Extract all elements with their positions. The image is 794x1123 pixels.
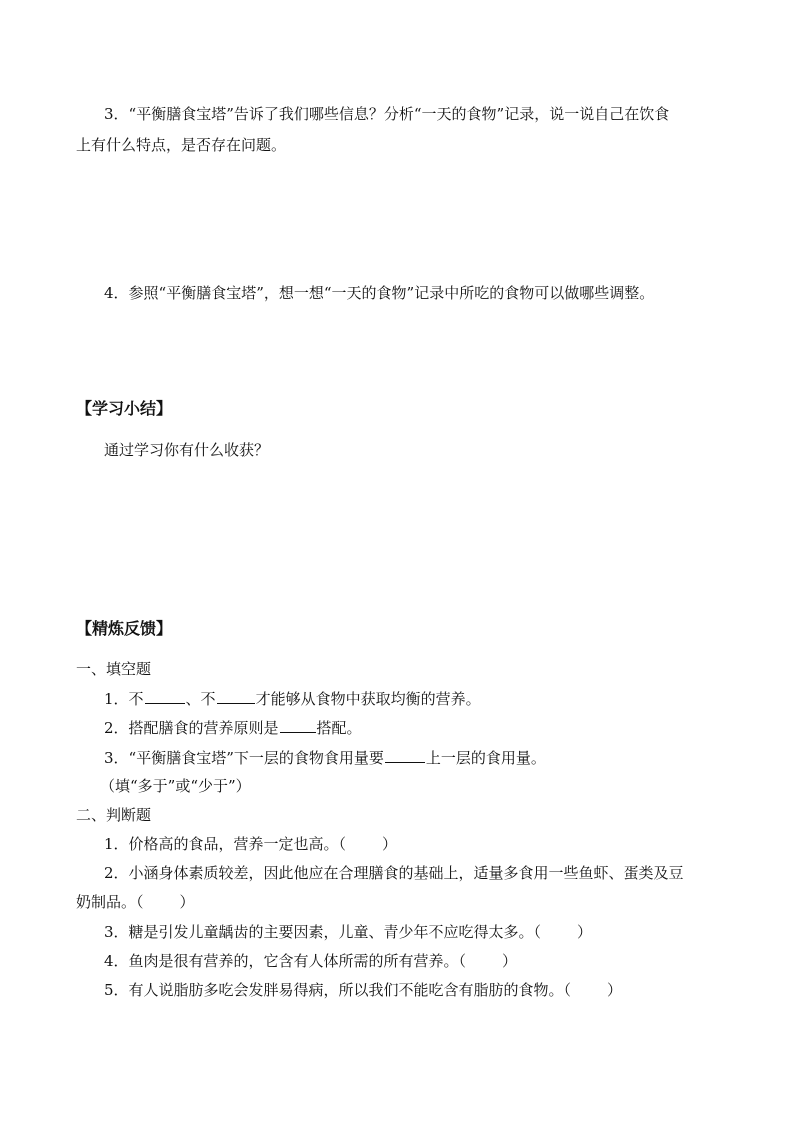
judge-section-title: 二、判断题 — [76, 806, 152, 824]
judge-q2-text: 奶制品。（ — [76, 893, 144, 911]
judge-q3-close: ） — [577, 923, 593, 941]
judge-q1-text: 1．价格高的食品，营养一定也高。（ — [104, 835, 347, 853]
judge-q4-close: ） — [502, 952, 518, 970]
judge-question-2-line-1: 2．小涵身体素质较差，因此他应在合理膳食的基础上，适量多食用一些鱼虾、蛋类及豆 — [104, 864, 684, 882]
fill-q3-blank[interactable] — [385, 747, 425, 763]
judge-q5-text: 5．有人说脂肪多吃会发胖易得病，所以我们不能吃含有脂肪的食物。（ — [104, 981, 572, 999]
fill-q1-part-c: 才能够从食物中获取均衡的营养。 — [255, 690, 481, 708]
judge-question-1 — [104, 834, 397, 854]
judge-q5-close: ） — [607, 981, 623, 999]
feedback-heading: 【精炼反馈】 — [76, 619, 173, 638]
fill-q3-part-a: 3．“平衡膳食宝塔”下一层的食物食用量要 — [104, 749, 384, 767]
fill-q1-blank-2[interactable] — [217, 688, 255, 704]
judge-q1-close: ） — [382, 835, 398, 853]
judge-question-5 — [104, 980, 622, 1000]
question-3-line-2: 上有什么特点，是否存在问题。 — [76, 136, 287, 154]
fill-q1-part-b: 、不 — [185, 690, 216, 708]
judge-question-2-line-2 — [76, 892, 195, 912]
fill-q3-part-b: 上一层的食用量。 — [425, 749, 546, 767]
fill-q2-blank[interactable] — [280, 717, 316, 733]
summary-prompt: 通过学习你有什么收获？ — [104, 441, 270, 459]
fill-question-3 — [104, 747, 546, 768]
fill-question-2 — [104, 717, 362, 738]
fill-question-3-note: （填“多于”或“少于”） — [100, 777, 251, 795]
summary-heading: 【学习小结】 — [76, 399, 173, 418]
judge-q4-text: 4．鱼肉是很有营养的，它含有人体所需的所有营养。（ — [104, 952, 467, 970]
question-3-line-1: 3．“平衡膳食宝塔”告诉了我们哪些信息？分析“一天的食物”记录，说一说自己在饮食 — [104, 105, 670, 123]
judge-question-3 — [104, 922, 592, 942]
judge-question-4 — [104, 951, 517, 971]
judge-q2-close: ） — [179, 893, 195, 911]
fill-q2-part-a: 2．搭配膳食的营养原则是 — [104, 719, 279, 737]
question-4: 4．参照“平衡膳食宝塔”，想一想“一天的食物”记录中所吃的食物可以做哪些调整。 — [104, 284, 655, 302]
fill-section-title: 一、填空题 — [76, 660, 152, 678]
fill-q2-part-b: 搭配。 — [316, 719, 362, 737]
fill-question-1 — [104, 688, 481, 709]
fill-q1-blank-1[interactable] — [145, 688, 185, 704]
judge-q3-text: 3．糖是引发儿童龋齿的主要因素，儿童、青少年不应吃得太多。（ — [104, 923, 542, 941]
fill-q1-part-a: 1．不 — [104, 690, 144, 708]
